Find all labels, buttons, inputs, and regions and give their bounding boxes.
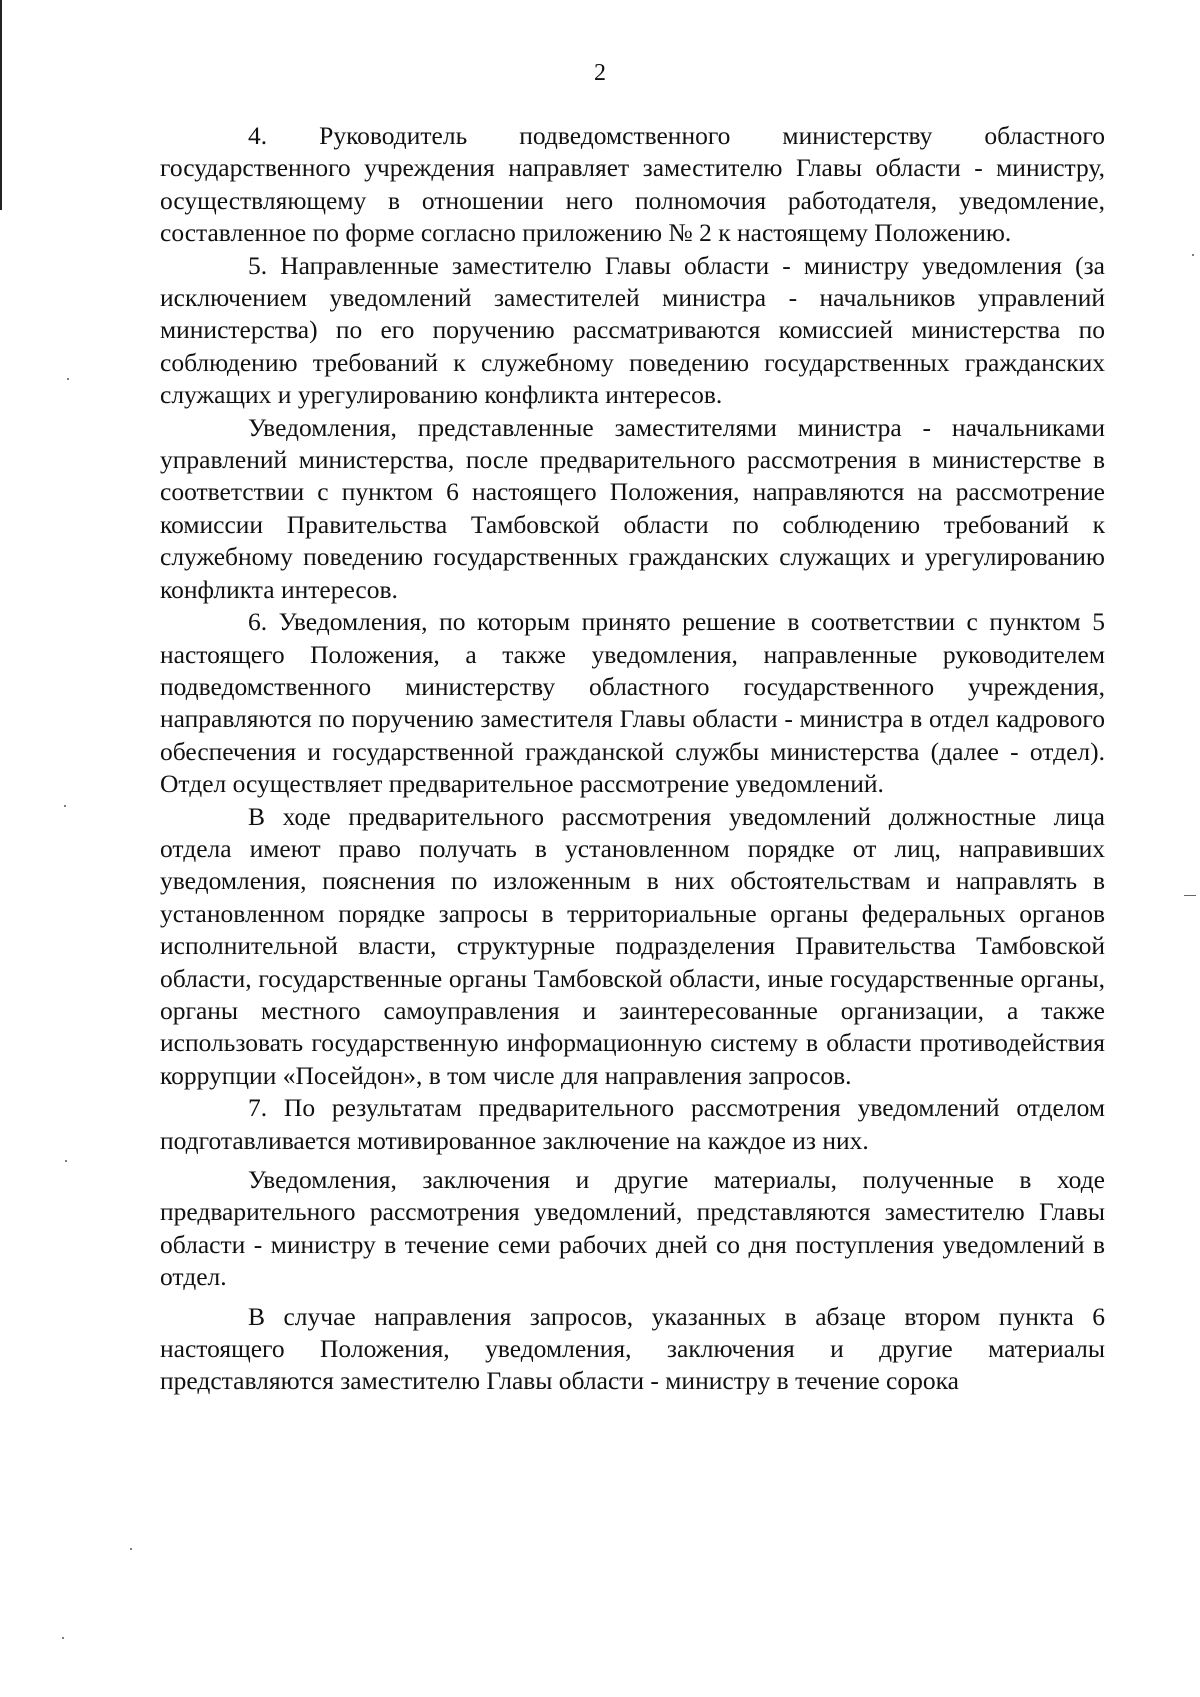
scan-speck <box>130 1548 132 1550</box>
document-body <box>160 120 1105 1398</box>
paragraph-item-5: 5. Направленные заместителю Главы области - министру уведомления (за исключением уведомлений заместителей министра - начальников управлений министерства) по его поручению рассматриваются комиссией министерства по соблюдению требований к служебному поведению государственных гражданских служащих и урегулированию конфликта интересов. <box>160 250 1105 410</box>
scan-speck <box>1192 254 1194 256</box>
paragraph-item-7: 7. По результатам предварительного рассмотрения уведомлений отделом подготавливается мотивированное заключение на каждое из них. <box>160 1093 1105 1155</box>
paragraph-item-5-second: Уведомления, представленные заместителями министра - начальниками управлений министерства, после предварительного рассмотрения в министерстве в соответствии с пунктом 6 настоящего Положения, направляются на рассмотрение комиссии Правительства Тамбовской области по соблюдению требований к служебному поведению государственных гражданских служащих и урегулированию конфликта интересов. <box>160 412 1105 604</box>
paragraph-item-6: 6. Уведомления, по которым принято решение в соответствии с пунктом 5 настоящего Положения, а также уведомления, направленные руководителем подведомственного министерству областного государственного учреждения, направляются по поручению заместителя Главы области - министра в отдел кадрового обеспечения и государственной гражданской службы министерства (далее - отдел). Отдел осуществляет предварительное рассмотрение уведомлений. <box>160 607 1105 799</box>
scan-speck <box>62 1637 64 1639</box>
scan-speck <box>64 805 66 807</box>
page-number: 2 <box>594 60 606 86</box>
scan-speck <box>65 1160 67 1162</box>
paragraph-item-4: 4. Руководитель подведомственного министерству областного государственного учреждения направляет заместителю Главы области - министру, осуществляющему в отношении него полномочия работодателя, уведомление, составленное по форме согласно приложению № 2 к настоящему Положению. <box>160 121 1105 248</box>
scan-edge-mark <box>0 0 2 210</box>
scan-dash <box>1184 895 1196 896</box>
paragraph-item-7-third: В случае направления запросов, указанных в абзаце втором пункта 6 настоящего Положения, уведомления, заключения и другие материалы представляются заместителю Главы области - министру в течение сорока <box>160 1301 1105 1396</box>
paragraph-item-6-second: В ходе предварительного рассмотрения уведомлений должностные лица отдела имеют право получать в установленном порядке от лиц, направивших уведомления, пояснения по изложенным в них обстоятельствам и направлять в установленном порядке запросы в территориальные органы федеральных органов исполнительной власти, структурные подразделения Правительства Тамбовской области, государственные органы Тамбовской области, иные государственные органы, органы местного самоуправления и заинтересованные организации, а также использовать государственную информационную систему в области противодействия коррупции «Посейдон», в том числе для направления запросов. <box>160 801 1105 1090</box>
scan-speck <box>67 378 69 380</box>
paragraph-item-7-second: Уведомления, заключения и другие материалы, полученные в ходе предварительного рассмотрения уведомлений, представляются заместителю Главы области - министру в течение семи рабочих дней со дня поступления уведомлений в отдел. <box>160 1165 1105 1292</box>
